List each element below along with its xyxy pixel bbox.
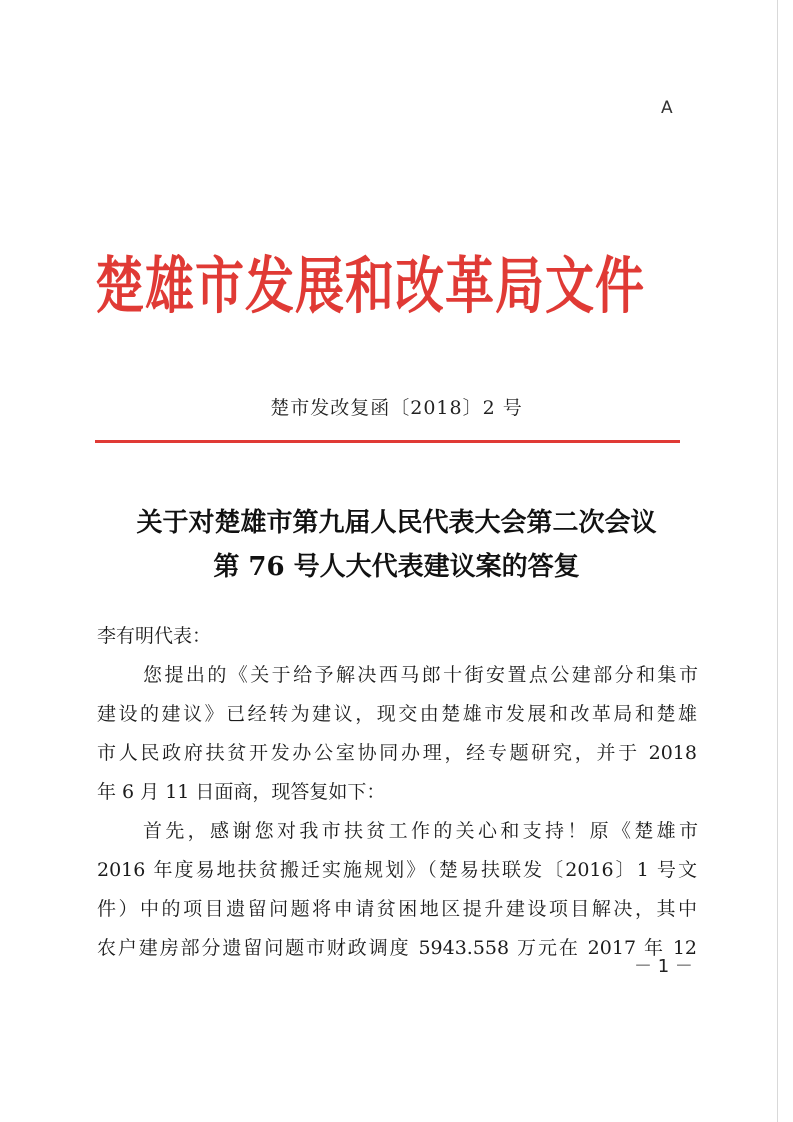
body-line: 首先，感谢您对我市扶贫工作的关心和支持！原《楚雄市 (143, 820, 698, 842)
page-number: － 1 － (634, 956, 693, 977)
red-divider-line (95, 440, 680, 443)
document-title-line-1: 关于对楚雄市第九届人民代表大会第二次会议 (136, 508, 657, 538)
salutation: 李有明代表： (97, 625, 212, 647)
document-number: 楚市发改复函〔2018〕2 号 (270, 397, 523, 419)
body-line: 2016 年度易地扶贫搬迁实施规划》（楚易扶联发〔2016〕1 号文 (97, 859, 697, 881)
body-line: 建设的建议》已经转为建议，现交由楚雄市发展和改革局和楚雄 (97, 703, 697, 725)
body-line: 年 6 月 11 日面商，现答复如下： (97, 781, 386, 803)
document-title-line-2: 第 76 号人大代表建议案的答复 (213, 552, 580, 582)
masthead-title: 楚雄市发展和改革局文件 (95, 250, 646, 322)
corner-mark: A (661, 98, 673, 118)
body-line: 件）中的项目遗留问题将申请贫困地区提升建设项目解决，其中 (97, 898, 697, 920)
body-line: 市人民政府扶贫开发办公室协同办理，经专题研究，并于 2018 (97, 742, 697, 764)
body-line: 您提出的《关于给予解决西马郎十街安置点公建部分和集市 (143, 664, 698, 686)
body-line: 农户建房部分遗留问题市财政调度 5943.558 万元在 2017 年 12 (97, 937, 697, 959)
